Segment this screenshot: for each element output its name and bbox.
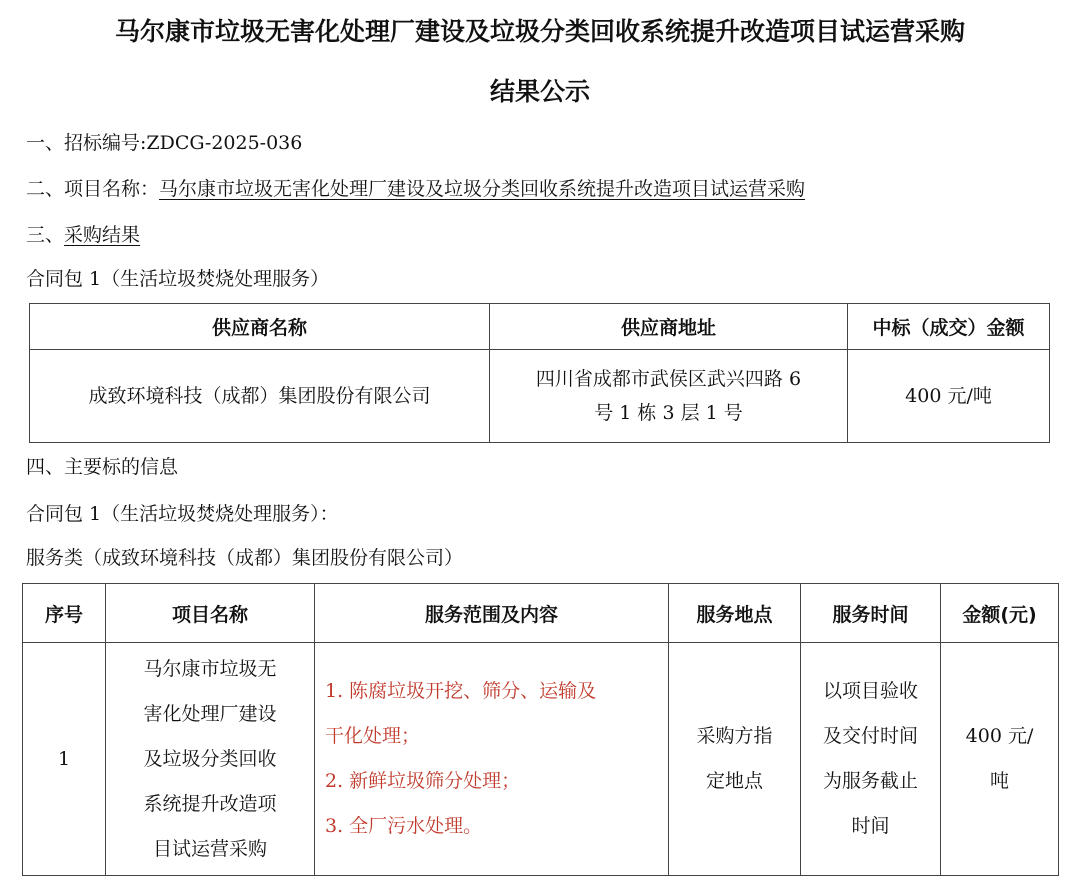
- time-line: 及交付时间: [822, 725, 918, 747]
- project-line: 及垃圾分类回收: [143, 747, 277, 770]
- project-line: 系统提升改造项: [143, 792, 277, 815]
- header-supplier-name: 供应商名称: [30, 304, 490, 350]
- header-award-amount: 中标（成交）金额: [848, 304, 1050, 350]
- location-line: 定地点: [705, 770, 763, 792]
- time-line: 以项目验收: [822, 680, 918, 702]
- amount-line: 吨: [989, 770, 1009, 792]
- project-name-cell: [106, 643, 315, 876]
- project-line: 马尔康市垃圾无: [143, 657, 277, 680]
- address-line-2: 号 1 栋 3 层 1 号: [594, 402, 743, 424]
- address-line-1: 四川省成都市武侯区武兴四路 6: [535, 368, 802, 390]
- header-service-location: 服务地点: [669, 584, 801, 643]
- header-supplier-address: 供应商地址: [490, 304, 848, 350]
- project-name-line: [26, 176, 805, 202]
- header-project-name: 项目名称: [106, 584, 315, 643]
- package-label-2: 合同包 1（生活垃圾焚烧处理服务）：: [26, 503, 339, 525]
- service-type-line: 服务类（成致环境科技（成都）集团股份有限公司）: [26, 547, 464, 569]
- header-index: 序号: [23, 584, 106, 643]
- amount-line: 400 元/: [965, 725, 1034, 747]
- header-service-time: 服务时间: [801, 584, 941, 643]
- service-scope-cell: [315, 643, 669, 876]
- project-name-value: 马尔康市垃圾无害化处理厂建设及垃圾分类回收系统提升改造项目试运营采购: [159, 178, 806, 200]
- scope-line: 1. 陈腐垃圾开挖、筛分、运输及: [325, 680, 597, 702]
- service-time-cell: [801, 643, 941, 876]
- header-service-scope: 服务范围及内容: [315, 584, 669, 643]
- subject-table: [22, 583, 1059, 876]
- index-cell: 1: [23, 643, 106, 876]
- amount-cell: [941, 643, 1059, 876]
- header-amount: 金额(元): [941, 584, 1059, 643]
- bid-number: 一、招标编号:ZDCG-2025-036: [26, 132, 303, 154]
- supplier-name-cell: 成致环境科技（成都）集团股份有限公司: [30, 350, 490, 443]
- award-amount-cell: 400 元/吨: [848, 350, 1050, 443]
- project-line: 害化处理厂建设: [143, 702, 277, 725]
- result-table: [29, 303, 1050, 443]
- scope-line: 3. 全厂污水处理。: [325, 815, 483, 837]
- result-heading-label: 采购结果: [64, 224, 141, 246]
- project-name-prefix: 二、项目名称：: [26, 178, 160, 200]
- location-line: 采购方指: [696, 725, 773, 747]
- project-line: 目试运营采购: [152, 837, 267, 860]
- supplier-address-cell: [490, 350, 848, 443]
- service-location-cell: [669, 643, 801, 876]
- result-heading: [26, 222, 140, 248]
- package-label: 合同包 1（生活垃圾焚烧处理服务）: [26, 268, 330, 290]
- time-line: 时间: [851, 815, 890, 837]
- result-heading-prefix: 三、: [26, 224, 65, 246]
- scope-line: 2. 新鲜垃圾筛分处理；: [325, 770, 521, 792]
- doc-title-line2: 结果公示: [489, 77, 590, 106]
- time-line: 为服务截止: [822, 770, 918, 792]
- doc-title-line1: 马尔康市垃圾无害化处理厂建设及垃圾分类回收系统提升改造项目试运营采购: [114, 17, 965, 46]
- scope-line: 干化处理；: [325, 725, 421, 747]
- subject-heading: 四、主要标的信息: [26, 456, 179, 478]
